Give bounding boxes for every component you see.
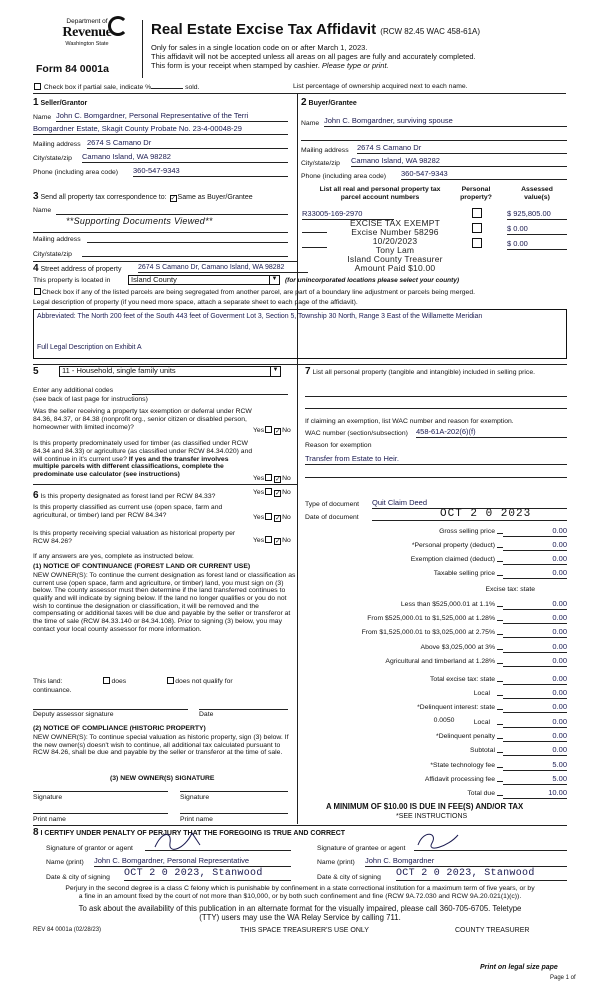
chevron-down-icon: ▼: [270, 367, 280, 376]
sec3-city-field[interactable]: [82, 249, 288, 257]
sec3-name-field[interactable]: [56, 207, 288, 215]
sec3-header: 3 Send all property tax correspondence to: ✓ Same as Buyer/Grantee: [33, 191, 253, 202]
treasurer-use-label: THIS SPACE TREASURER'S USE ONLY: [240, 927, 369, 934]
sec3-mail-field[interactable]: [87, 235, 288, 243]
tax-amount[interactable]: 0.00: [503, 675, 567, 685]
grantor-date-label: Date & city of signing: [46, 874, 110, 881]
continuance-label: continuance.: [33, 687, 72, 694]
tax-amount[interactable]: 0.00: [503, 732, 567, 742]
tax-label: From $525,000.01 to $1,525,000 at 1.28%: [367, 615, 495, 622]
additional-codes-field[interactable]: [132, 387, 288, 395]
wac-number-label: WAC number (section/subsection): [305, 430, 408, 437]
codes-label: Enter any additional codes: [33, 387, 114, 394]
seller-phone-label: Phone (including area code): [33, 169, 119, 176]
tax-leader-line: [497, 795, 503, 796]
buyer-phone-field[interactable]: 360-547-9343: [401, 170, 567, 180]
tax-leader-line: [497, 767, 503, 768]
assessed-value-3[interactable]: $ 0.00: [507, 240, 567, 250]
sec6-q3-yes-no: Yes ✓ No: [253, 537, 291, 545]
tax-label: Total excise tax: state: [430, 676, 495, 683]
sec5-question-timber: Is this property predominately used for timber (as classified under RCW 84.34 and 84.33) or agriculture (as classified under RCW 84.34.020) and will continue in it's current use? If yes and the transfer involves multiple parcels with different classifications, complete the predominate use calculator (see instructions): [33, 440, 253, 479]
codes-note: (see back of last page for instructions): [33, 396, 148, 403]
land-qualify-row: This land: does does not qualify for: [33, 678, 233, 685]
logo-dept: Department of: [66, 18, 108, 25]
tax-amount[interactable]: 0.00: [503, 541, 567, 551]
see-instructions: *SEE INSTRUCTIONS: [396, 813, 468, 820]
tax-amount[interactable]: 0.00: [503, 555, 567, 565]
new-owner-sig-heading: (3) NEW OWNER(S) SIGNATURE: [110, 775, 215, 782]
grantor-name-label: Name (print): [46, 859, 84, 866]
grantor-signature[interactable]: [145, 843, 291, 851]
personal-property-checkbox-1[interactable]: [472, 208, 482, 218]
grantor-date-field[interactable]: OCT 2 0 2023, Stanwood: [124, 868, 291, 881]
grantee-signature-scribble: [414, 829, 464, 851]
tax-label: Subtotal: [470, 747, 495, 754]
legal-size-note: Print on legal size pape: [480, 964, 558, 971]
tax-leader-line: [497, 781, 503, 782]
wac-number-field[interactable]: 458-61A-202(6)(f): [416, 428, 567, 438]
wac-instructions: If claiming an exemption, list WAC number and reason for exemption.: [305, 418, 514, 425]
current-use-yes-checkbox[interactable]: [265, 513, 272, 520]
forest-no-checkbox[interactable]: ✓: [275, 490, 281, 497]
tax-leader-line: [497, 634, 503, 635]
doc-date-label: Date of document: [305, 514, 359, 521]
sig-label-1: Signature: [33, 794, 63, 801]
sec6-q1-yes-no: Yes ✓ No: [253, 489, 291, 497]
supporting-docs-stamp: **Supporting Documents Viewed**: [66, 216, 213, 226]
local-rate: 0.0050: [433, 717, 455, 724]
tax-label: *Delinquent interest: state: [417, 704, 495, 711]
tax-amount[interactable]: 0.00: [503, 628, 567, 638]
does-not-qualify-checkbox[interactable]: [167, 677, 174, 684]
ownership-note: List percentage of ownership acquired next to each name.: [293, 83, 468, 90]
tax-label: Agricultural and timberland at 1.28%: [385, 658, 495, 665]
tax-label: Total due: [467, 790, 495, 797]
sec7-header: 7 List all personal property (tangible and intangible) included in selling price.: [305, 366, 535, 377]
reason-label: Reason for exemption: [305, 442, 372, 449]
tax-leader-line: [497, 752, 503, 753]
assessed-col-header: Assessed value(s): [521, 186, 553, 201]
grantee-signature[interactable]: [414, 843, 567, 851]
logo-swoosh-icon: [108, 16, 128, 36]
buyer-name-line2[interactable]: [301, 132, 567, 141]
tax-amount[interactable]: 0.00: [503, 600, 567, 610]
buyer-header: 2 Buyer/Grantee: [301, 97, 357, 108]
grantor-signature-scribble: [150, 829, 210, 851]
seller-city-label: City/state/zip: [33, 155, 72, 162]
sec3-mail-label: Mailing address: [33, 236, 81, 243]
tax-leader-line: [497, 620, 503, 621]
buyer-mail-label: Mailing address: [301, 147, 349, 154]
legal-desc-label: Legal description of property (if you need more space, attach a separate sheet to each page of the affidavit).: [33, 299, 358, 306]
new-owner-sig-2[interactable]: [180, 784, 288, 792]
grantor-name-field[interactable]: John C. Bomgardner, Personal Representative: [94, 857, 291, 867]
minimum-due-notice: A MINIMUM OF $10.00 IS DUE IN FEE(S) AND/OR TAX: [326, 802, 524, 811]
form-number: Form 84 0001a: [36, 63, 109, 75]
segregated-row: Check box if any of the listed parcels are being segregated from another parcel, are part of a boundary line adjustment or parcels being merged.: [33, 288, 475, 297]
tax-amount[interactable]: 5.00: [503, 775, 567, 785]
sec6-q2-yes-no: Yes ✓ No: [253, 514, 291, 522]
notice-compliance-text: NEW OWNER(S): To continue special valuation as historic property, sign (3) below. If the new owner(s) doesn't wish to continue, all additional tax calculated pursuant to RCW 84.26, shall be due and payable by the seller or transferor at the time of sale.: [33, 734, 289, 757]
doc-type-field[interactable]: Quit Claim Deed: [372, 499, 567, 509]
q1-yes-no: Yes ✓ No: [253, 427, 291, 435]
does-qualify-checkbox[interactable]: [103, 677, 110, 684]
parcel-account-3[interactable]: [302, 241, 327, 248]
print-label-2: Print name: [180, 816, 213, 823]
buyer-city-field[interactable]: Camano Island, WA 98282: [351, 157, 567, 167]
tax-label: Local: [473, 719, 490, 726]
tax-amount[interactable]: 0.00: [503, 689, 567, 699]
tax-label: Less than $525,000.01 at 1.1%: [400, 601, 495, 608]
revision-code: REV 84 0001a (02/28/23): [33, 927, 102, 933]
tax-label: Gross selling price: [439, 528, 495, 535]
tax-leader-line: [497, 547, 503, 548]
tax-leader-line: [497, 606, 503, 607]
q1-no-checkbox[interactable]: ✓: [275, 428, 281, 435]
tax-leader-line: [497, 561, 503, 562]
parcel-account-2[interactable]: [302, 226, 327, 233]
tax-leader-line: [497, 663, 503, 664]
excise-exempt-stamp: EXCISE TAX EXEMPT Excise Number 58296 10/20/2023 Tony Lam Island County Treasurer Amount Paid $10.00: [347, 218, 443, 273]
q2-yes-no: Yes ✓ No: [253, 475, 291, 483]
sec3-name-label: Name: [33, 207, 52, 214]
partial-sale-checkbox[interactable]: [34, 83, 41, 90]
accessibility-notice: To ask about the availability of this publication in an alternate format for the visually impaired, please call 360-705-6705. Teletype (TTY) users may use the WA Relay Service by calling 711.: [78, 904, 522, 922]
deputy-date-label: Date: [199, 711, 214, 718]
tax-amount[interactable]: 0.00: [503, 657, 567, 667]
tax-leader-line: [497, 681, 503, 682]
personal-property-line-2[interactable]: [305, 403, 567, 409]
personal-property-line-1[interactable]: [305, 391, 567, 397]
reason-line-1: [305, 464, 567, 465]
tax-label: Excise tax: state: [485, 586, 535, 593]
tax-amount[interactable]: 0.00: [503, 746, 567, 756]
sec8-certify: 8 I CERTIFY UNDER PENALTY OF PERJURY THAT THE FOREGOING IS TRUE AND CORRECT: [33, 827, 346, 838]
seller-phone-field[interactable]: 360-547-9343: [133, 167, 288, 177]
grantor-sig-label: Signature of grantor or agent: [46, 845, 133, 852]
deputy-date-line[interactable]: [199, 702, 288, 710]
seller-name-line1[interactable]: John C. Bomgardner, Personal Representative of the Terri: [56, 112, 288, 122]
sec6-q2: Is this property classified as current use (open space, farm and agricultural, or timber) land per RCW 84.34?: [33, 504, 223, 519]
buyer-phone-label: Phone (including area code): [301, 173, 387, 180]
sec5-num: 5: [33, 366, 39, 377]
doc-type-label: Type of document: [305, 501, 360, 508]
parcel-col-header: List all real and personal property tax parcel account numbers: [319, 186, 441, 201]
reason-field[interactable]: Transfer from Estate to Heir.: [305, 454, 399, 463]
parcel-account-1[interactable]: R33005-169-2970: [302, 210, 394, 220]
personal-property-checkbox-2[interactable]: [472, 223, 482, 233]
county-treasurer-label: COUNTY TREASURER: [455, 927, 530, 934]
deputy-sig-label: Deputy assessor signature: [33, 711, 114, 718]
sec6-q3: Is this property receiving special valuation as historical property per RCW 84.26?: [33, 530, 236, 545]
tax-leader-line: [497, 709, 503, 710]
sec3-city-label: City/state/zip: [33, 251, 72, 258]
personal-property-checkbox-3[interactable]: [472, 238, 482, 248]
sec5-question-exemption: Was the seller receiving a property tax exemption or deferral under RCW 84.36, 84.37, or 84.38 (nonprofit org., senior citizen or disabled person, homeowner with limited income)?: [33, 408, 252, 431]
tax-amount[interactable]: 0.00: [503, 643, 567, 653]
sec3-line2[interactable]: [33, 229, 288, 233]
tax-amount[interactable]: 0.00: [503, 703, 567, 713]
logo-agency: Revenue: [62, 25, 112, 41]
chevron-down-icon: ▼: [269, 276, 279, 284]
tax-label: Affidavit processing fee: [424, 776, 495, 783]
tax-label: Above $3,025,000 at 3%: [420, 644, 495, 651]
tax-leader-line: [497, 724, 503, 725]
tax-amount[interactable]: 0.00: [503, 718, 567, 728]
sec6-q1: 6 Is this property designated as forest land per RCW 84.33?: [33, 490, 216, 501]
tax-amount[interactable]: 0.00: [503, 527, 567, 537]
seller-mail-field[interactable]: 2674 S Camano Dr: [87, 139, 288, 149]
current-use-no-checkbox[interactable]: ✓: [275, 515, 281, 522]
partial-sale-row: Check box if partial sale, indicate % sold.: [33, 83, 199, 92]
new-owner-print-1[interactable]: [33, 806, 168, 814]
q2-yes-checkbox[interactable]: [265, 474, 272, 481]
seller-mail-label: Mailing address: [33, 141, 81, 148]
seller-city-field[interactable]: Camano Island, WA 98282: [82, 153, 288, 163]
tax-amount[interactable]: 5.00: [503, 761, 567, 771]
county-label: This property is located in: [33, 277, 111, 284]
tax-label: Taxable selling price: [433, 570, 495, 577]
grantee-date-field[interactable]: OCT 2 0 2023, Stanwood: [396, 868, 567, 881]
seller-name-line2[interactable]: Bomgardner Estate, Skagit County Probate No. 23-4-00048-29: [33, 125, 288, 135]
tax-label: *Personal property (deduct): [411, 542, 495, 549]
tax-leader-line: [497, 533, 503, 534]
legal-description-box[interactable]: [33, 309, 567, 359]
tax-label: Exemption claimed (deduct): [410, 556, 495, 563]
tax-label: *Delinquent penalty: [436, 733, 495, 740]
doc-date-field[interactable]: OCT 2 0 2023: [372, 510, 567, 521]
deputy-sig-line[interactable]: [33, 702, 188, 710]
buyer-city-label: City/state/zip: [301, 160, 340, 167]
new-owner-print-2[interactable]: [180, 806, 288, 814]
print-label-1: Print name: [33, 816, 66, 823]
assessed-value-1[interactable]: $ 925,805.00: [507, 210, 567, 220]
tax-label: *State technology fee: [430, 762, 495, 769]
historic-no-checkbox[interactable]: ✓: [275, 538, 281, 545]
grantee-sig-label: Signature of grantee or agent: [317, 845, 406, 852]
grantee-date-label: Date & city of signing: [317, 874, 381, 881]
historic-yes-checkbox[interactable]: [265, 536, 272, 543]
tax-leader-line: [497, 738, 503, 739]
new-owner-sig-1[interactable]: [33, 784, 168, 792]
seller-name-label: Name: [33, 114, 52, 121]
tax-amount[interactable]: 0.00: [503, 569, 567, 579]
property-street-field[interactable]: 2674 S Camano Dr, Camano Island, WA 98282: [138, 264, 308, 273]
county-select[interactable]: Island County ▼: [128, 275, 280, 285]
legal-desc-exhibit: Full Legal Description on Exhibit A: [37, 344, 142, 351]
tax-leader-line: [497, 649, 503, 650]
reason-line-2: [305, 477, 567, 478]
notice-continuance-text: NEW OWNER(S): To continue the current designation as forest land or classification as current use (open space, farm and agriculture, or timber) land, you must sign on (3) below. The county assessor must then determine if the land transferred continues to qualify and will indicate by signing below. If the land no longer qualifies or you do not wish to continue the designation or classification, it will be removed and the compensating or additional taxes will be due and payable by the seller or transferor at the time of sale (RCW 84.33.140 or 84.34.108). Prior to signing (3) below, you may contact your local county assessor for more information.: [33, 572, 296, 633]
tax-amount[interactable]: 0.00: [503, 614, 567, 624]
perjury-notice: Perjury in the second degree is a class C felony which is punishable by confinement in a state correctional institution for a maximum term of five years, or by a fine in an amount fixed by the court of not more than $10,000, or by both such confinement and fine (RCW 9A.72.030 and RCW 9A.20.021(1)(c)).: [65, 885, 535, 900]
same-as-buyer-checkbox[interactable]: ✓: [170, 195, 176, 202]
tax-label: Local: [473, 690, 490, 697]
legal-desc-abbrev: Abbreviated: The North 200 feet of the South 443 feet of Goverment Lot 3, Section 5, Township 30 North, Range 3 East of the Willamette Meridian: [37, 313, 483, 320]
tax-label: From $1,525,000.01 to $3,025,000 at 2.75%: [361, 629, 495, 636]
land-use-select[interactable]: 11 - Household, single family units ▼: [59, 366, 281, 377]
tax-leader-line: [497, 695, 503, 696]
seller-header: 1 Seller/Grantor: [33, 97, 88, 108]
logo-state: Washington State: [65, 40, 109, 47]
header-instructions: Only for sales in a single location code on or after March 1, 2023. This affidavit will not be accepted unless all areas on all pages are fully and accurately completed. This form is your receipt when stamped by cashier. Please type or print.: [151, 43, 476, 70]
personal-col-header: Personal property?: [460, 186, 492, 201]
buyer-name-field[interactable]: John C. Bomgardner, surviving spouse: [324, 117, 567, 127]
segregated-checkbox[interactable]: [34, 288, 41, 295]
q2-no-checkbox[interactable]: ✓: [275, 476, 281, 483]
tax-leader-line: [497, 575, 503, 576]
county-note: (for unincorporated locations please select your county): [285, 277, 460, 284]
buyer-name-label: Name: [301, 120, 320, 127]
sec4-street-row: 4 Street address of property: [33, 263, 122, 274]
page-indicator: Page 1 of: [550, 975, 576, 981]
sec6-note: If any answers are yes, complete as instructed below.: [33, 553, 194, 560]
q1-yes-checkbox[interactable]: [265, 426, 272, 433]
buyer-mail-field[interactable]: 2674 S Camano Dr: [357, 144, 567, 154]
forest-yes-checkbox[interactable]: [265, 488, 272, 495]
sig-label-2: Signature: [180, 794, 210, 801]
grantee-name-field[interactable]: John C. Bomgardner: [365, 857, 567, 867]
tax-amount[interactable]: 10.00: [503, 789, 567, 799]
notice-continuance-heading: (1) NOTICE OF CONTINUANCE (FOREST LAND OR CURRENT USE): [33, 563, 251, 570]
assessed-value-2[interactable]: $ 0.00: [507, 225, 567, 235]
form-title: Real Estate Excise Tax Affidavit (RCW 82.45 WAC 458-61A): [151, 21, 481, 38]
grantee-name-label: Name (print): [317, 859, 355, 866]
notice-compliance-heading: (2) NOTICE OF COMPLIANCE (HISTORIC PROPERTY): [33, 725, 206, 732]
